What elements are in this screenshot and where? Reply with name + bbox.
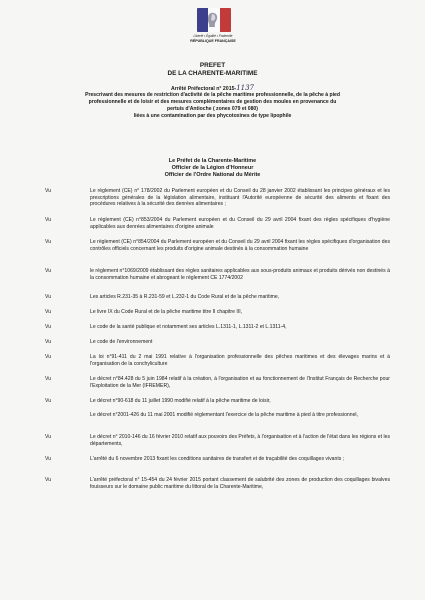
- clause: [45, 339, 390, 354]
- arrete-label: Arrêté Préfectoral n° 2015-: [170, 86, 237, 92]
- clause-text: Le livre IX du Code Rural et de la pêche maritime titre II chapitre III,: [90, 309, 243, 315]
- subject-line-1: Prescrivant des mesures de restriction d'activité de la pêche maritime professionnelle, de la pêche à pied: [85, 92, 340, 98]
- arrete-subject: [40, 92, 385, 120]
- clause-vu: Vu: [45, 324, 52, 330]
- signer-line-2: Officier de la Légion d'Honneur: [171, 165, 254, 171]
- clause-vu: Vu: [45, 456, 52, 462]
- clause-text: L'arrêté préfectoral n° 15-454 du 24 février 2015 portant classement de salubrité des zones de production des coquillages bivalves fouisseurs sur le domaine public maritime du littoral de la Charente-Maritime,: [90, 477, 390, 490]
- clause-text: Le règlement (CE) n°853/2004 du Parlement européen et du Conseil du 29 avril 2004 fixant des règles spécifiques d'hygiène applicables aux denrées alimentaires d'origine animale: [90, 217, 390, 230]
- signer-block: [0, 158, 425, 179]
- prefecture-title: [0, 62, 425, 78]
- clause-text: Les articles R.231-35 à R.231-59 et L.232-1 du Code Rural et de la pêche maritime,: [90, 294, 280, 300]
- clause-text: le règlement n°1069/2009 établissant des règles sanitaires applicables aux sous-produits animaux et produits dérivés non destinés à la consommation humaine et abrogeant le règlement CE 1774/2002: [90, 268, 390, 281]
- clause: [45, 354, 390, 376]
- clause: [45, 398, 390, 412]
- clause-text: Le décret n°84.428 du 5 juin 1984 relatif à la création, à l'organisation et au fonctionnement de l'Institut Français de Recherche pour l'Exploitation de la Mer (IFREMER),: [90, 376, 390, 389]
- clause-text: Le décret n°90-618 du 11 juillet 1990 modifié relatif à la pêche maritime de loisir,: [90, 398, 271, 404]
- subject-line-4: liées à une contamination par des phycotoxines de type lipophile: [133, 113, 292, 119]
- clause-text: Le règlement (CE) n°854/2004 du Parlement européen et du Conseil du 29 avril 2004 fixant les règles spécifiques d'organisation des contrôles officiels concernant les produits d'origine animale destinés à la consommation humaine: [90, 239, 390, 252]
- subject-line-2: professionnelle et de loisir et des mesures complémentaires de gestion des moules en provenance du: [88, 99, 337, 105]
- clause: [45, 412, 390, 434]
- prefecture-line-1: PREFET: [199, 62, 226, 69]
- clause-vu: Vu: [45, 188, 52, 194]
- clause-text: L'arrêté du 6 novembre 2013 fixant les conditions sanitaires de transfert et de traçabilité des coquillages vivants ;: [90, 456, 345, 462]
- clause-vu: Vu: [45, 434, 52, 440]
- clause-vu: Vu: [45, 268, 52, 274]
- clause-vu: Vu: [45, 354, 52, 360]
- clause-text: Le décret n° 2010-146 du 16 février 2010 relatif aux pouvoirs des Préfets, à l'organisation et à l'action de l'état dans les régions et les départements,: [90, 434, 390, 447]
- prefecture-line-2: DE LA CHARENTE-MARITIME: [167, 70, 258, 77]
- republic-name: RÉPUBLIQUE FRANÇAISE: [190, 39, 236, 43]
- clause: [45, 239, 390, 268]
- clause: [45, 477, 390, 499]
- signer-line-1: Le Préfet de la Charente-Maritime: [168, 158, 257, 164]
- subject-line-3: pertuis d'Antioche ( zones 079 et 080): [167, 106, 258, 112]
- marianne-icon: [203, 11, 223, 29]
- arrete-number: [0, 84, 425, 92]
- clause-vu: Vu: [45, 339, 52, 345]
- signer-line-3: Officier de l'Ordre National du Mérite: [164, 172, 261, 178]
- clause-vu: Vu: [45, 398, 52, 404]
- clause: [45, 309, 390, 324]
- clause-vu: Vu: [45, 294, 52, 300]
- clause: [45, 456, 390, 477]
- vu-clauses: [45, 188, 390, 499]
- clause-text: La loi n°91-411 du 2 mai 1991 relative à l'organisation professionnelle des pêches maritimes et des élevages marins et à l'organisation de la conchyliculture: [90, 354, 390, 367]
- clause: [45, 376, 390, 398]
- handwritten-number: 1137: [236, 84, 255, 92]
- clause: [45, 324, 390, 339]
- clause-text: Le code de la santé publique et notamment ses articles L.1311-1, L.1311-2 et L.1311-4,: [90, 324, 287, 330]
- clause-vu: Vu: [45, 477, 52, 483]
- clause: [45, 268, 390, 294]
- clause-text: Le décret n°2001-426 du 11 mai 2001 modifié réglementant l'exercice de la pêche maritime à pied à titre professionnel,: [90, 412, 358, 418]
- clause-vu: Vu: [45, 239, 52, 245]
- clause-vu: Vu: [45, 376, 52, 382]
- republic-motto: Liberté • Égalité • Fraternité: [193, 34, 233, 38]
- clause-text: Le code de l'environnement: [90, 339, 153, 345]
- clause: [45, 434, 390, 456]
- clause-vu: Vu: [45, 309, 52, 315]
- clause: [45, 294, 390, 309]
- clause: [45, 188, 390, 217]
- clause-vu: Vu: [45, 217, 52, 223]
- clause-text: Le règlement (CE) n° 178/2002 du Parlement européen et du Conseil du 28 janvier 2002 établissant les principes généraux et les prescriptions générales de la législation alimentaire, instituant l'Autorité européenne de sécurité des aliments et fixant des procédures relatives à la sécurité des denrées alimentaires ;: [90, 188, 390, 208]
- clause: [45, 217, 390, 239]
